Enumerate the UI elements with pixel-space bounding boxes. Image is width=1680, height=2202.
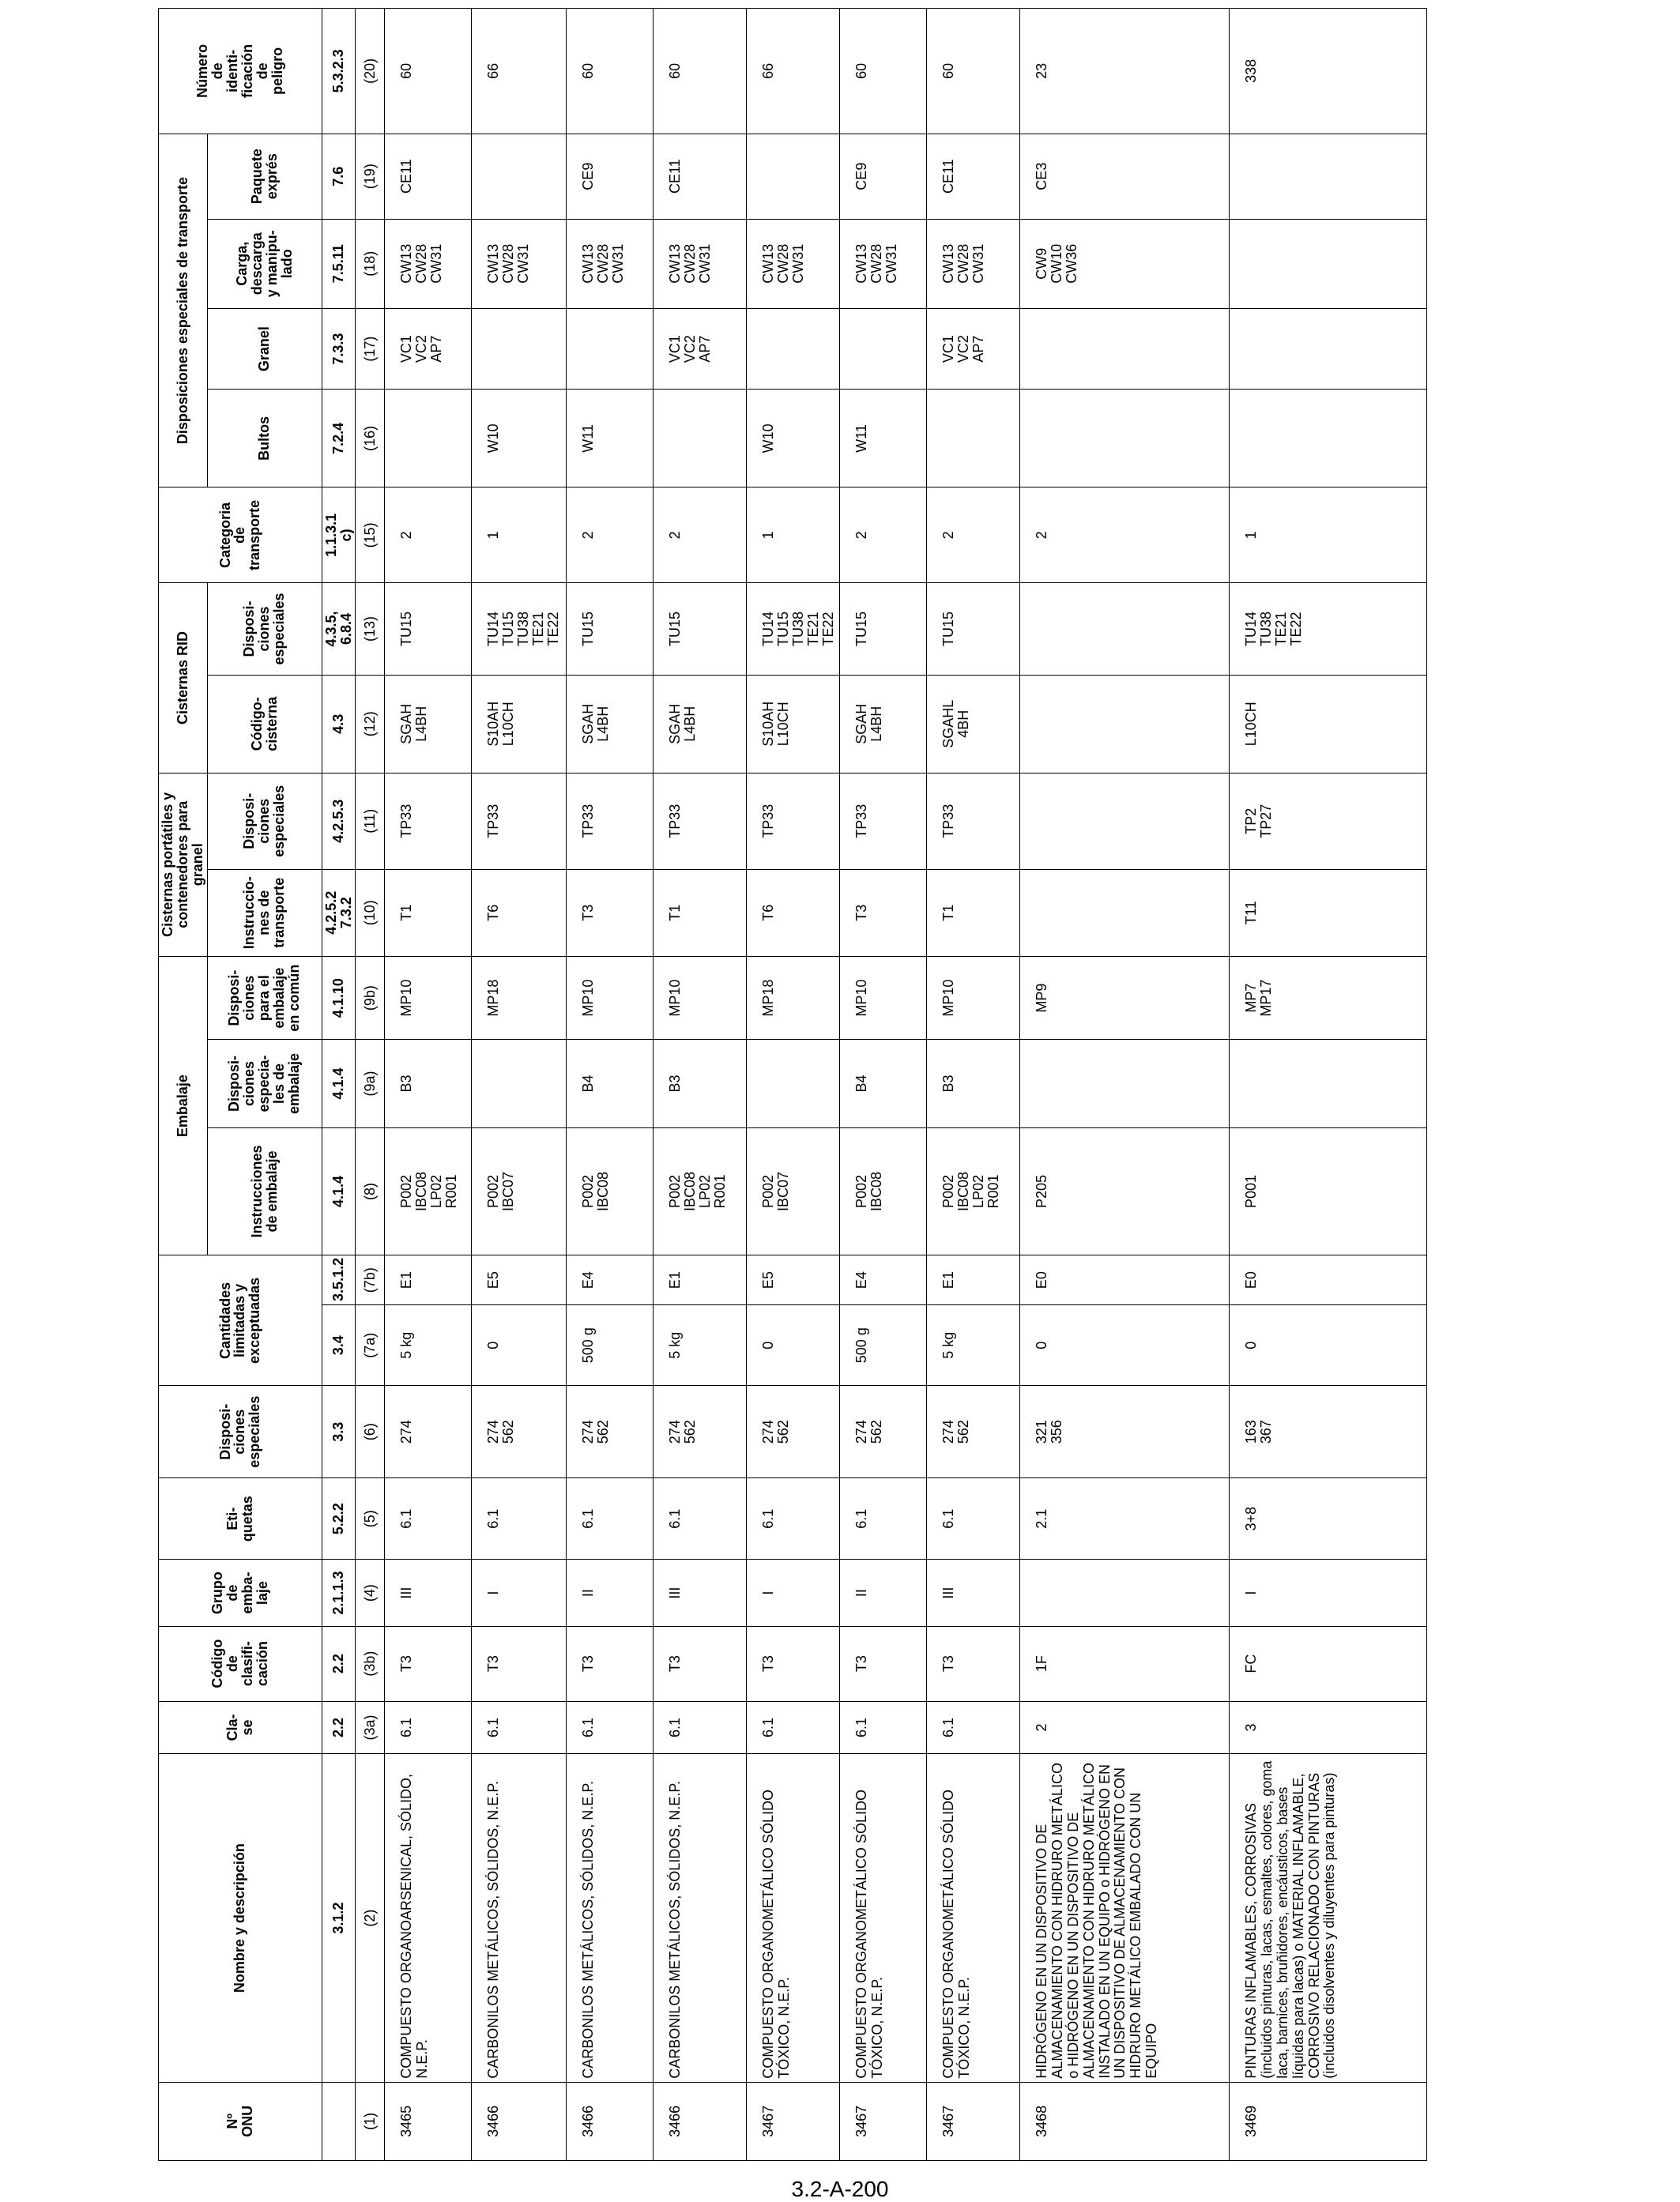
table-row — [747, 9, 840, 2161]
header-disp-emb: Disposi- ciones especia- les de embalaje — [207, 1040, 322, 1127]
table-cell: W11 — [567, 390, 654, 487]
table-cell: 0 — [472, 1304, 567, 1385]
table-cell — [1020, 675, 1230, 773]
header-instrucciones: Instrucciones de embalaje — [207, 1127, 322, 1255]
un-number-cell: 3466 — [567, 2082, 654, 2160]
name-cell: COMPUESTO ORGANOMETÁLICO SÓLIDO TÓXICO, N.E.P. — [840, 1754, 927, 2082]
table-cell: S10AH L10CH — [747, 675, 840, 773]
table-cell — [567, 308, 654, 389]
header-disp-esp-rid: Disposi- ciones especiales — [207, 583, 322, 676]
table-cell: SGAHL 4BH — [927, 675, 1020, 773]
table-cell: 66 — [472, 9, 567, 134]
table-cell: 0 — [747, 1304, 840, 1385]
reference-cell: 7.3.3 — [322, 308, 356, 389]
header-bultos: Bultos — [207, 390, 322, 487]
table-cell: L10CH — [1230, 675, 1427, 773]
name-cell: CARBONILOS METÁLICOS, SÓLIDOS, N.E.P. — [472, 1754, 567, 2082]
table-cell: I — [472, 1560, 567, 1626]
table-cell: II — [567, 1560, 654, 1626]
table-cell: TP33 — [654, 773, 747, 869]
table-cell — [1020, 869, 1230, 956]
table-cell: I — [1230, 1560, 1427, 1626]
column-number-cell: (3b) — [356, 1626, 385, 1701]
header-disp-esp-cist: Disposi- ciones especiales — [207, 773, 322, 869]
table-cell: TU14 TU15 TU38 TE21 TE22 — [472, 583, 567, 676]
column-number-cell: (10) — [356, 869, 385, 956]
table-cell: MP10 — [654, 956, 747, 1040]
column-number-cell: (18) — [356, 219, 385, 308]
column-number-cell: (12) — [356, 675, 385, 773]
table-cell — [1230, 308, 1427, 389]
table-cell: 6.1 — [472, 1701, 567, 1754]
table-cell: E4 — [840, 1255, 927, 1305]
table-cell: CE9 — [840, 134, 927, 219]
un-number-cell: 3466 — [654, 2082, 747, 2160]
table-cell: CW13 CW28 CW31 — [927, 219, 1020, 308]
table-cell: CE11 — [385, 134, 472, 219]
header-cantidades: Cantidades limitadas y exceptuadas — [159, 1255, 322, 1386]
table-cell: MP9 — [1020, 956, 1230, 1040]
column-number-cell: (4) — [356, 1560, 385, 1626]
table-cell: MP10 — [385, 956, 472, 1040]
table-cell: TP33 — [472, 773, 567, 869]
header-disp-esp: Disposi- ciones especiales — [159, 1386, 322, 1478]
header-embalaje: Embalaje — [159, 956, 208, 1255]
table-cell: 6.1 — [927, 1477, 1020, 1560]
table-cell: CW13 CW28 CW31 — [654, 219, 747, 308]
table-cell: 6.1 — [654, 1701, 747, 1754]
table-cell: TP33 — [840, 773, 927, 869]
table-cell: 2 — [927, 487, 1020, 583]
table-cell: T3 — [840, 869, 927, 956]
table-cell: VC1 VC2 AP7 — [654, 308, 747, 389]
table-row — [567, 9, 654, 2161]
table-cell: CW13 CW28 CW31 — [472, 219, 567, 308]
column-number-cell: (7a) — [356, 1304, 385, 1385]
table-cell: 6.1 — [747, 1477, 840, 1560]
table-cell: MP18 — [747, 956, 840, 1040]
table-cell: 60 — [385, 9, 472, 134]
table-cell: 66 — [747, 9, 840, 134]
table-cell: B3 — [385, 1040, 472, 1127]
table-cell: T6 — [472, 869, 567, 956]
header-cisternas-rid: Cisternas RID — [159, 583, 208, 774]
table-cell: CE3 — [1020, 134, 1230, 219]
table-cell — [472, 1040, 567, 1127]
table-cell: T6 — [747, 869, 840, 956]
header-granel: Granel — [207, 308, 322, 389]
table-cell — [472, 308, 567, 389]
name-cell: PINTURAS INFLAMABLES, CORROSIVAS (incluidos pinturas, lacas, esmaltes, colores, goma laca, barnices, bruñidores, encáusticos, bases líquidas para lacas) o MATERIAL INFLAMABLE, CORROSIVO RELACIONADO CON PINTURAS (incluidos disolventes y diluyentes para pinturas) — [1230, 1754, 1427, 2082]
table-cell: T3 — [385, 1626, 472, 1701]
table-cell: TU15 — [927, 583, 1020, 676]
table-cell: B3 — [654, 1040, 747, 1127]
table-cell: CE11 — [654, 134, 747, 219]
table-cell: T3 — [472, 1626, 567, 1701]
table-body — [322, 9, 1427, 2161]
reference-cell: 3.3 — [322, 1386, 356, 1478]
table-cell: 60 — [927, 9, 1020, 134]
column-number-cell: (3a) — [356, 1701, 385, 1754]
header-instr-transp: Instruccio- nes de transporte — [207, 869, 322, 956]
table-cell: I — [747, 1560, 840, 1626]
table-cell: T3 — [840, 1626, 927, 1701]
column-number-cell: (16) — [356, 390, 385, 487]
un-number-cell: 3467 — [840, 2082, 927, 2160]
table-cell: TU15 — [385, 583, 472, 676]
table-cell: MP7 MP17 — [1230, 956, 1427, 1040]
table-cell: E0 — [1020, 1255, 1230, 1305]
header-cod-cisterna: Código- cisterna — [207, 675, 322, 773]
table-cell — [1020, 308, 1230, 389]
table-cell: 60 — [654, 9, 747, 134]
table-cell: 0 — [1020, 1304, 1230, 1385]
table-cell: 274 562 — [472, 1386, 567, 1478]
table-cell: 23 — [1020, 9, 1230, 134]
table-cell: 274 562 — [654, 1386, 747, 1478]
column-number-cell: (5) — [356, 1477, 385, 1560]
table-cell: 274 562 — [840, 1386, 927, 1478]
page-number: 3.2-A-200 — [791, 2177, 889, 2201]
table-cell — [1020, 390, 1230, 487]
table-row — [927, 9, 1020, 2161]
table-row — [1230, 9, 1427, 2161]
table-cell — [927, 390, 1020, 487]
table-cell: TP33 — [927, 773, 1020, 869]
reference-cell: 7.6 — [322, 134, 356, 219]
table-cell: 5 kg — [385, 1304, 472, 1385]
table-cell: 274 562 — [747, 1386, 840, 1478]
reference-cell: 2.2 — [322, 1701, 356, 1754]
table-cell: 6.1 — [927, 1701, 1020, 1754]
reference-cell: 4.3.5, 6.8.4 — [322, 583, 356, 676]
dangerous-goods-table — [158, 8, 1427, 2161]
table-cell: TU15 — [840, 583, 927, 676]
table-cell — [472, 134, 567, 219]
table-cell: 163 367 — [1230, 1386, 1427, 1478]
table-cell: 2 — [567, 487, 654, 583]
rotated-table-container — [158, 8, 1387, 2161]
table-cell: E0 — [1230, 1255, 1427, 1305]
table-cell — [747, 1040, 840, 1127]
table-cell: SGAH L4BH — [840, 675, 927, 773]
reference-cell: 3.4 — [322, 1304, 356, 1385]
table-cell: 5 kg — [654, 1304, 747, 1385]
reference-cell: 4.1.4 — [322, 1040, 356, 1127]
table-cell: T3 — [567, 1626, 654, 1701]
table-row — [385, 9, 472, 2161]
un-number-cell: 3467 — [927, 2082, 1020, 2160]
table-cell: P001 — [1230, 1127, 1427, 1255]
table-cell: B4 — [840, 1040, 927, 1127]
column-number-cell: (8) — [356, 1127, 385, 1255]
table-row — [654, 9, 747, 2161]
table-cell: MP18 — [472, 956, 567, 1040]
table-cell: CW9 CW10 CW36 — [1020, 219, 1230, 308]
table-cell: 2 — [1020, 487, 1230, 583]
table-cell: 6.1 — [654, 1477, 747, 1560]
table-cell: VC1 VC2 AP7 — [927, 308, 1020, 389]
table-cell: 3+8 — [1230, 1477, 1427, 1560]
table-cell: W10 — [472, 390, 567, 487]
header-categoria: Categoria de transporte — [159, 487, 322, 583]
column-number-cell: (9a) — [356, 1040, 385, 1127]
table-cell: TP33 — [385, 773, 472, 869]
column-number-cell: (6) — [356, 1386, 385, 1478]
table-cell: 338 — [1230, 9, 1427, 134]
table-row — [1020, 9, 1230, 2161]
table-cell: 2 — [385, 487, 472, 583]
table-cell: 2 — [654, 487, 747, 583]
header-name: Nombre y descripción — [159, 1754, 322, 2082]
name-cell: COMPUESTO ORGANOMETÁLICO SÓLIDO TÓXICO, N.E.P. — [747, 1754, 840, 2082]
table-cell: T1 — [654, 869, 747, 956]
table-cell: II — [840, 1560, 927, 1626]
table-cell — [654, 390, 747, 487]
table-cell: 500 g — [840, 1304, 927, 1385]
table-cell: 274 — [385, 1386, 472, 1478]
table-cell: TP33 — [567, 773, 654, 869]
column-number-cell: (7b) — [356, 1255, 385, 1305]
name-cell: CARBONILOS METÁLICOS, SÓLIDOS, N.E.P. — [567, 1754, 654, 2082]
table-cell: E4 — [567, 1255, 654, 1305]
header-carga: Carga, descarga y manipu- lado — [207, 219, 322, 308]
reference-row — [322, 9, 356, 2161]
table-cell — [1020, 583, 1230, 676]
table-cell: 274 562 — [567, 1386, 654, 1478]
un-number-cell: 3466 — [472, 2082, 567, 2160]
table-cell: SGAH L4BH — [654, 675, 747, 773]
table-cell: CW13 CW28 CW31 — [385, 219, 472, 308]
reference-cell: 4.3 — [322, 675, 356, 773]
reference-cell: 5.2.2 — [322, 1477, 356, 1560]
reference-cell: 4.1.10 — [322, 956, 356, 1040]
table-cell — [840, 308, 927, 389]
header-codigo: Código de clasifi- cación — [159, 1626, 322, 1701]
table-cell: B3 — [927, 1040, 1020, 1127]
table-cell: T3 — [654, 1626, 747, 1701]
header-disp-comun: Disposi- ciones para el embalaje en común — [207, 956, 322, 1040]
table-cell: T3 — [747, 1626, 840, 1701]
table-cell: 1 — [472, 487, 567, 583]
header-numero-peligro: Número de identi- ficación de peligro — [159, 9, 322, 134]
reference-cell: 4.1.4 — [322, 1127, 356, 1255]
column-number-cell: (15) — [356, 487, 385, 583]
table-cell: FC — [1230, 1626, 1427, 1701]
table-cell: 321 356 — [1020, 1386, 1230, 1478]
table-cell: 60 — [567, 9, 654, 134]
header-un-no: Nº ONU — [159, 2082, 322, 2160]
table-cell: SGAH L4BH — [385, 675, 472, 773]
table-cell: T3 — [927, 1626, 1020, 1701]
reference-cell: 7.2.4 — [322, 390, 356, 487]
table-cell: III — [385, 1560, 472, 1626]
table-cell: 2 — [840, 487, 927, 583]
reference-cell — [322, 2082, 356, 2160]
table-cell: CE11 — [927, 134, 1020, 219]
table-cell: TU14 TU38 TE21 TE22 — [1230, 583, 1427, 676]
table-cell: 6.1 — [472, 1477, 567, 1560]
table-cell: SGAH L4BH — [567, 675, 654, 773]
header-etiquetas: Eti- quetas — [159, 1477, 322, 1560]
reference-cell: 7.5.11 — [322, 219, 356, 308]
table-cell: TU15 — [654, 583, 747, 676]
column-number-cell: (9b) — [356, 956, 385, 1040]
table-cell — [1230, 134, 1427, 219]
reference-cell: 4.2.5.3 — [322, 773, 356, 869]
table-cell: VC1 VC2 AP7 — [385, 308, 472, 389]
table-cell: 5 kg — [927, 1304, 1020, 1385]
table-cell — [385, 390, 472, 487]
table-cell: E5 — [472, 1255, 567, 1305]
table-cell: TU15 — [567, 583, 654, 676]
un-number-cell: 3467 — [747, 2082, 840, 2160]
table-cell: 6.1 — [385, 1477, 472, 1560]
name-cell: COMPUESTO ORGANOARSENICAL, SÓLIDO, N.E.P. — [385, 1754, 472, 2082]
table-cell: CW13 CW28 CW31 — [840, 219, 927, 308]
column-number-cell: (19) — [356, 134, 385, 219]
table-cell — [747, 308, 840, 389]
table-cell: B4 — [567, 1040, 654, 1127]
table-cell — [1230, 1040, 1427, 1127]
table-cell: 500 g — [567, 1304, 654, 1385]
table-cell: 274 562 — [927, 1386, 1020, 1478]
table-cell: 2.1 — [1020, 1477, 1230, 1560]
header-grupo: Grupo de emba- laje — [159, 1560, 322, 1626]
table-cell — [1230, 219, 1427, 308]
table-cell: P002 IBC07 — [472, 1127, 567, 1255]
table-cell: CW13 CW28 CW31 — [567, 219, 654, 308]
table-cell: P002 IBC08 LP02 R001 — [927, 1127, 1020, 1255]
table-cell: 6.1 — [385, 1701, 472, 1754]
reference-cell: 1.1.3.1 c) — [322, 487, 356, 583]
table-cell: P002 IBC08 LP02 R001 — [654, 1127, 747, 1255]
table-cell: MP10 — [927, 956, 1020, 1040]
table-cell: T1 — [385, 869, 472, 956]
column-number-cell: (20) — [356, 9, 385, 134]
table-cell: T3 — [567, 869, 654, 956]
table-cell: 3 — [1230, 1701, 1427, 1754]
table-cell: 0 — [1230, 1304, 1427, 1385]
table-cell: W10 — [747, 390, 840, 487]
name-cell: HIDRÓGENO EN UN DISPOSITIVO DE ALMACENAMIENTO CON HIDRURO METÁLICO o HIDRÓGENO EN UN DISPOSITIVO DE ALMACENAMIENTO CON HIDRURO METÁLICO INSTALADO EN UN EQUIPO o HIDRÓGENO EN UN DISPOSITIVO DE ALMACENAMIENTO CON HIDRURO METÁLICO EMBALADO CON UN EQUIPO — [1020, 1754, 1230, 2082]
table-cell: 1 — [747, 487, 840, 583]
column-number-cell: (13) — [356, 583, 385, 676]
table-cell: TP2 TP27 — [1230, 773, 1427, 869]
table-cell: MP10 — [567, 956, 654, 1040]
reference-cell: 2.1.1.3 — [322, 1560, 356, 1626]
table-cell: TU14 TU15 TU38 TE21 TE22 — [747, 583, 840, 676]
table-cell: W11 — [840, 390, 927, 487]
reference-cell: 3.1.2 — [322, 1754, 356, 2082]
table-cell: 6.1 — [567, 1701, 654, 1754]
table-cell: MP10 — [840, 956, 927, 1040]
table-cell — [1020, 773, 1230, 869]
table-cell: T1 — [927, 869, 1020, 956]
name-cell: COMPUESTO ORGANOMETÁLICO SÓLIDO TÓXICO, N.E.P. — [927, 1754, 1020, 2082]
table-row — [840, 9, 927, 2161]
table-cell: E1 — [927, 1255, 1020, 1305]
name-cell: CARBONILOS METÁLICOS, SÓLIDOS, N.E.P. — [654, 1754, 747, 2082]
table-cell: III — [927, 1560, 1020, 1626]
table-cell: T11 — [1230, 869, 1427, 956]
table-cell — [747, 134, 840, 219]
header-disp-transporte: Disposiciones especiales de transporte — [159, 134, 208, 487]
table-cell: E1 — [385, 1255, 472, 1305]
table-cell: P002 IBC07 — [747, 1127, 840, 1255]
table-cell: P002 IBC08 — [840, 1127, 927, 1255]
reference-cell: 5.3.2.3 — [322, 9, 356, 134]
un-number-cell: 3465 — [385, 2082, 472, 2160]
column-number-cell: (17) — [356, 308, 385, 389]
column-number-cell: (11) — [356, 773, 385, 869]
column-number-row — [356, 9, 385, 2161]
column-number-cell: (1) — [356, 2082, 385, 2160]
table-cell — [1230, 390, 1427, 487]
header-clase: Cla- se — [159, 1701, 322, 1754]
table-cell: E5 — [747, 1255, 840, 1305]
table-cell: S10AH L10CH — [472, 675, 567, 773]
table-cell: 1 — [1230, 487, 1427, 583]
reference-cell: 3.5.1.2 — [322, 1255, 356, 1305]
table-cell — [1020, 1040, 1230, 1127]
table-cell: E1 — [654, 1255, 747, 1305]
table-cell: CE9 — [567, 134, 654, 219]
table-cell: III — [654, 1560, 747, 1626]
table-cell: 6.1 — [567, 1477, 654, 1560]
table-row — [472, 9, 567, 2161]
header-cisternas-portatiles: Cisternas portátiles y contenedores para granel — [159, 773, 208, 956]
table-cell: 6.1 — [840, 1701, 927, 1754]
reference-cell: 4.2.5.2 7.3.2 — [322, 869, 356, 956]
table-cell: 1F — [1020, 1626, 1230, 1701]
table-cell: 2 — [1020, 1701, 1230, 1754]
table-cell: CW13 CW28 CW31 — [747, 219, 840, 308]
table-cell: P002 IBC08 — [567, 1127, 654, 1255]
table-cell: TP33 — [747, 773, 840, 869]
table-cell: 6.1 — [840, 1477, 927, 1560]
un-number-cell: 3469 — [1230, 2082, 1427, 2160]
table-cell: 6.1 — [747, 1701, 840, 1754]
reference-cell: 2.2 — [322, 1626, 356, 1701]
header-paquete: Paquete exprés — [207, 134, 322, 219]
table-cell: P205 — [1020, 1127, 1230, 1255]
un-number-cell: 3468 — [1020, 2082, 1230, 2160]
table-cell: 60 — [840, 9, 927, 134]
table-cell — [1020, 1560, 1230, 1626]
column-number-cell: (2) — [356, 1754, 385, 2082]
table-cell: P002 IBC08 LP02 R001 — [385, 1127, 472, 1255]
